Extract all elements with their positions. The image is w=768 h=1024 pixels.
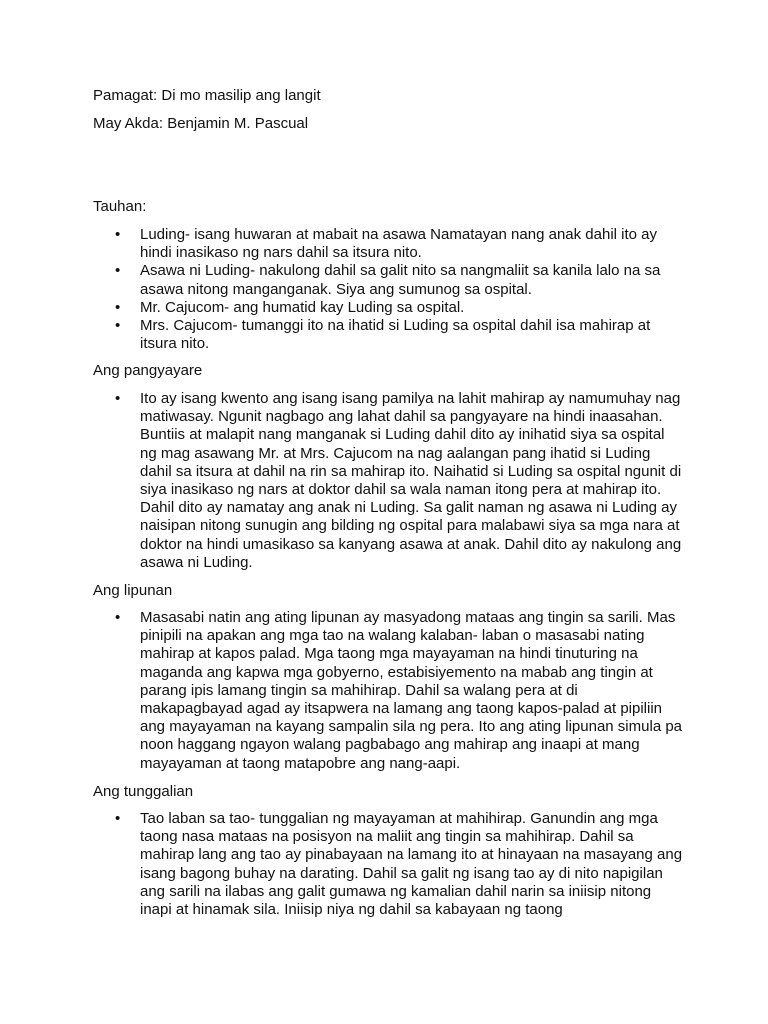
bullet-icon: • — [115, 390, 121, 407]
bullet-icon: • — [115, 226, 121, 243]
list-item-text: Mr. Cajucom- ang humatid kay Luding sa ospital. — [140, 298, 465, 316]
pangyayare-list — [93, 390, 693, 572]
list-item — [93, 226, 683, 262]
document-title: Pamagat: Di mo masilip ang langit — [93, 87, 321, 104]
document-author: May Akda: Benjamin M. Pascual — [93, 115, 309, 132]
bullet-icon: • — [115, 317, 121, 335]
list-item-text: Tao laban sa tao- tunggalian ng mayayaman at mahihirap. Ganundin ang mga taong nasa mataas na posisyon na maliit ang tingin sa mahihirap. Dahil sa mahirap lang ang tao ay pinabayaan na lamang ito at hinayaan na masayang ang isang bagong buhay na darating. Dahil sa galit ng isang tao ay di nito napigilan ang sarili na ilabas ang galit gumawa ng kamalian dahil narin sa iniisip nitong inapi at hinamak sila. Iniisip niya ng dahil sa kabayaan ng taong — [140, 810, 683, 919]
list-item — [93, 609, 683, 773]
bullet-icon: • — [115, 609, 121, 626]
tunggalian-list — [93, 810, 693, 919]
list-item-text: Mrs. Cajucom- tumanggi ito na ihatid si Luding sa ospital dahil isa mahirap at itsura nito. — [140, 317, 651, 353]
bullet-icon: • — [115, 298, 121, 316]
section-heading-lipunan: Ang lipunan — [93, 582, 173, 599]
list-item — [93, 317, 683, 353]
list-item — [93, 390, 683, 572]
section-heading-tauhan: Tauhan: — [93, 198, 147, 215]
lipunan-list — [93, 609, 693, 773]
list-item-text: Luding- isang huwaran at mabait na asawa Namatayan nang anak dahil ito ay hindi inasikaso ng nars dahil sa itsura nito. — [140, 226, 658, 262]
section-heading-pangyayare: Ang pangyayare — [93, 362, 203, 379]
list-item-text: Ito ay isang kwento ang isang isang pamilya na lahit mahirap ay namumuhay nag matiwasay. Ngunit nagbago ang lahat dahil sa pangyayare na hindi inaasahan. Buntiis at malapit nang manganak si Luding dahil dito ay inihatid siya sa ospital ng mag asawang Mr. at Mrs. Cajucom na nag aalangan pang ihatid si Luding dahil sa itsura at dahil na rin sa mahirap ito. Naihatid si Luding sa ospital ngunit di siya inasikaso ng nars at doktor dahil sa wala naman itong pera at mahirap ito. Dahil dito ay namatay ang anak ni Luding. Sa galit naman ng asawa ni Luding ay naisipan nitong sunugin ang bilding ng ospital para malabawi siya sa mga nara at doktor na hindi umasikaso sa kanyang asawa at anak. Dahil dito ay nakulong ang asawa ni Luding. — [140, 390, 682, 571]
list-item-text: Masasabi natin ang ating lipunan ay masyadong mataas ang tingin sa sarili. Mas pinipili na apakan ang mga tao na walang kalaban- laban o masasabi nating mahirap at kapos palad. Mga taong mga mayayaman na hindi tinuturing na maganda ang kapwa mga gobyerno, estabisiyemento na mabab ang tingin at parang ipis lamang tingin sa mahihirap. Dahil sa walang pera at di makapagbayad agad ay itsapwera na lamang ang taong kapos-palad at pipiliin ang mayayaman na kayang sampalin sila ng pera. Ito ang ating lipunan simula pa noon haggang ngayon walang pagbabago ang mahirap ang inaapi at mang mayayaman at taong matapobre ang nang-aapi. — [140, 609, 683, 772]
list-item — [93, 810, 683, 919]
bullet-icon: • — [115, 810, 121, 827]
tauhan-list — [93, 226, 693, 353]
section-heading-tunggalian: Ang tunggalian — [93, 783, 194, 800]
bullet-icon: • — [115, 262, 121, 280]
list-item — [93, 262, 683, 298]
list-item-text: Asawa ni Luding- nakulong dahil sa galit nito sa nangmaliit sa kanila lalo na sa asawa nitong manganganak. Siya ang sumunog sa ospital. — [140, 262, 661, 298]
list-item — [93, 299, 683, 317]
